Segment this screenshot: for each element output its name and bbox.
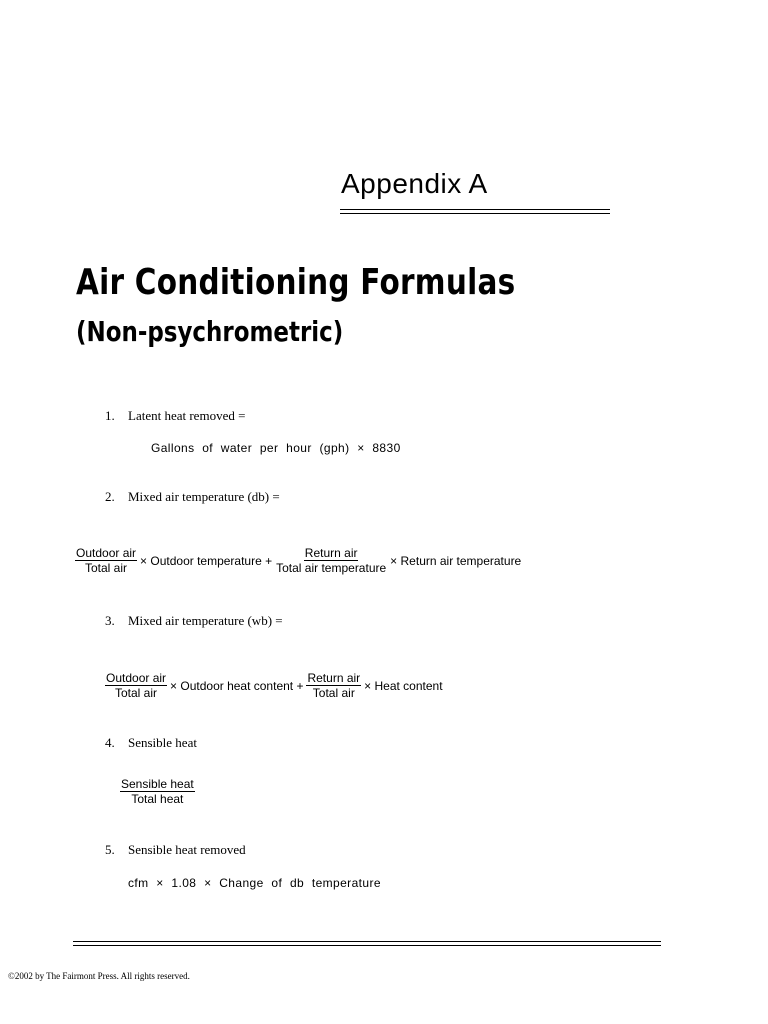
formula-item-1 [105, 408, 245, 424]
formula-item-3 [105, 613, 283, 629]
fraction-numerator: Return air [307, 671, 361, 685]
fraction-denominator: Total air temperature [276, 561, 387, 575]
item-number: 3. [105, 613, 115, 628]
formula-item-4 [105, 735, 197, 751]
item-label: Latent heat removed = [128, 408, 246, 423]
fraction [275, 546, 387, 575]
fraction [105, 671, 167, 700]
formula-item-2 [105, 489, 280, 505]
item-number: 1. [105, 408, 115, 423]
fraction-denominator: Total heat [131, 792, 184, 806]
mixed-air-db-equation [75, 546, 524, 575]
footer-rule [73, 941, 661, 946]
item-label: Mixed air temperature (wb) = [128, 613, 283, 628]
item-label: Sensible heat [128, 735, 197, 750]
formula-item-5 [105, 842, 246, 858]
item-number: 2. [105, 489, 115, 504]
fraction [306, 671, 361, 700]
item-label: Sensible heat removed [128, 842, 246, 857]
fraction [120, 777, 195, 806]
fraction-numerator: Outdoor air [76, 546, 137, 560]
equation-term: × Outdoor temperature + [140, 553, 273, 568]
chapter-title: Air Conditioning Formulas [76, 262, 516, 303]
fraction [75, 546, 137, 575]
sensible-heat-equation [120, 777, 195, 806]
fraction-numerator: Sensible heat [121, 777, 194, 791]
fraction-denominator: Total air [85, 561, 128, 575]
latent-heat-formula: Gallons of water per hour (gph) × 8830 [151, 441, 401, 455]
chapter-subtitle: (Non-psychrometric) [76, 315, 344, 348]
sensible-heat-removed-formula: cfm × 1.08 × Change of db temperature [128, 876, 381, 890]
fraction-numerator: Return air [304, 546, 358, 560]
appendix-rule [340, 209, 610, 214]
equation-term: × Heat content [364, 678, 443, 693]
fraction-denominator: Total air [115, 686, 158, 700]
fraction-numerator: Outdoor air [106, 671, 167, 685]
equation-term: × Return air temperature [390, 553, 522, 568]
copyright-notice: ©2002 by The Fairmont Press. All rights reserved. [8, 971, 190, 981]
item-number: 4. [105, 735, 115, 750]
fraction-denominator: Total air [312, 686, 355, 700]
equation-term: × Outdoor heat content + [170, 678, 304, 693]
item-number: 5. [105, 842, 115, 857]
appendix-label: Appendix A [341, 168, 488, 199]
item-label: Mixed air temperature (db) = [128, 489, 280, 504]
mixed-air-wb-equation [105, 671, 446, 700]
